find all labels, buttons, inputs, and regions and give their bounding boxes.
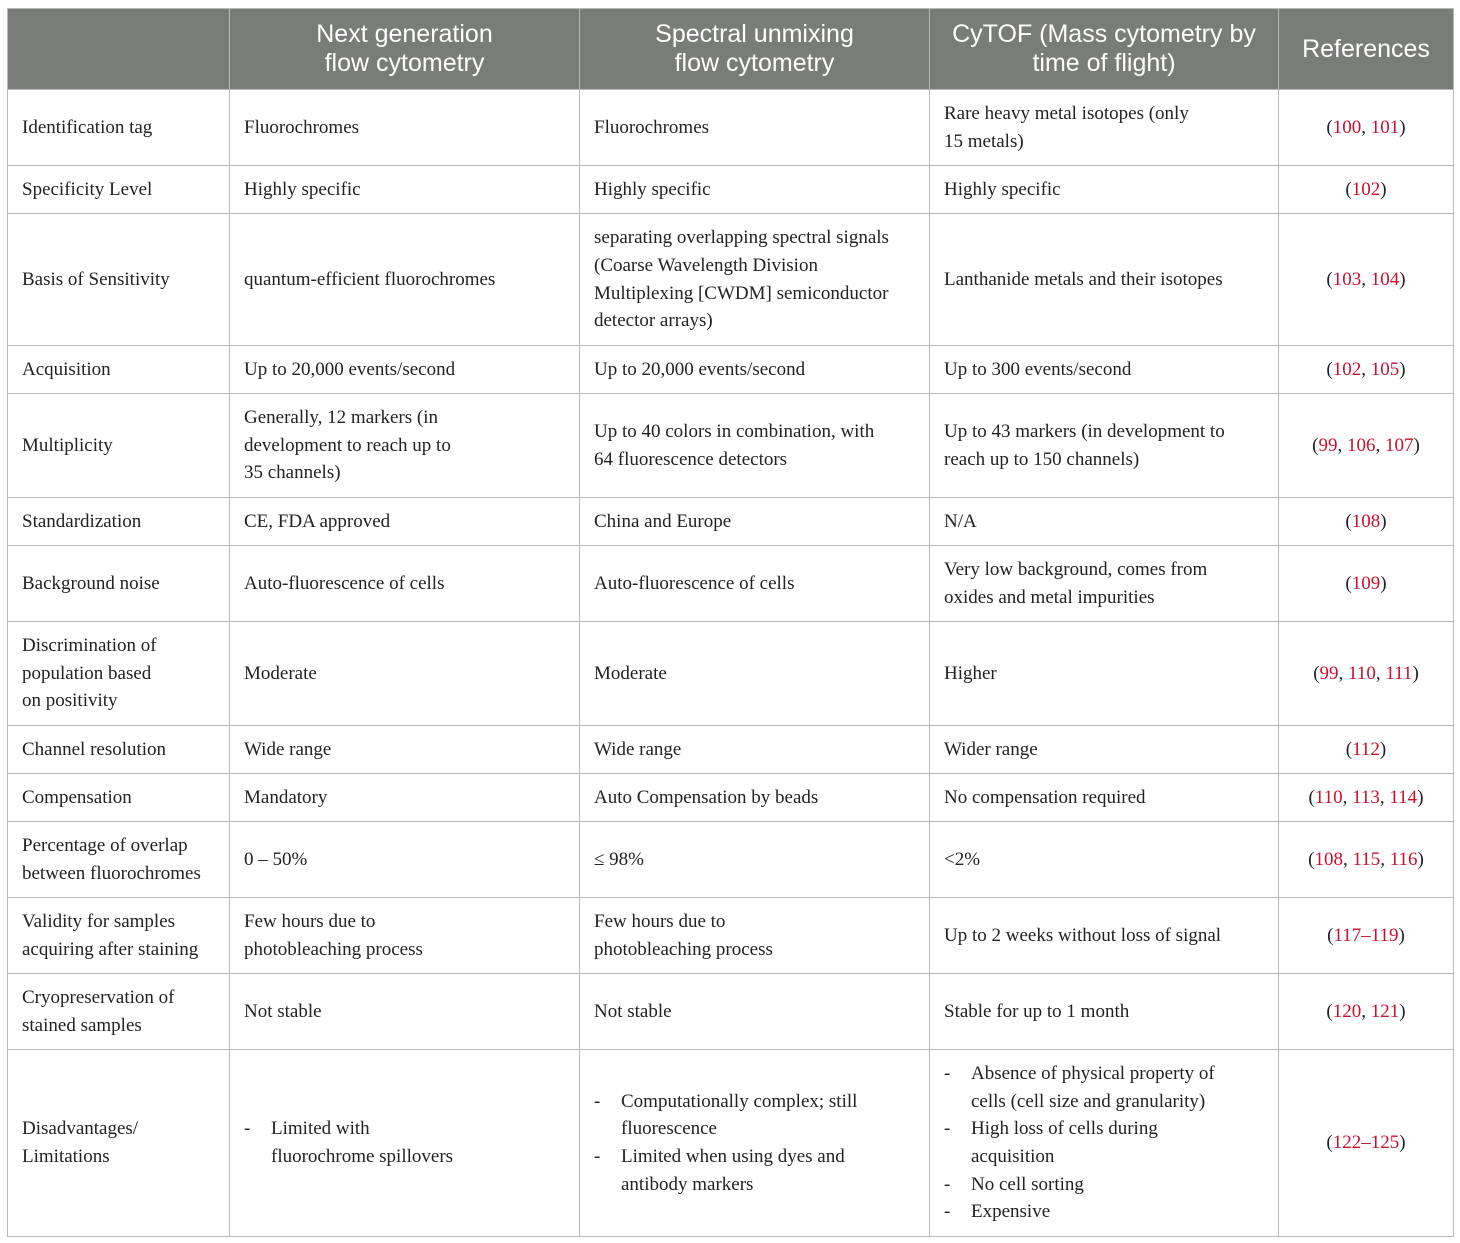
next-generation-cell: 0 – 50% (230, 822, 580, 898)
reference-link[interactable]: 101 (1370, 116, 1400, 138)
next-generation-cell: Highly specific (230, 166, 580, 214)
list-item: - Expensive (944, 1198, 1264, 1226)
cytof-cell: No compensation required (930, 774, 1279, 822)
spectral-unmixing-cell: separating overlapping spectral signals (Coarse Wavelength Division Multiplexing [CWDM] semiconductor detector arrays) (580, 214, 930, 346)
reference-link[interactable]: 99 (1319, 662, 1339, 684)
header-feature (8, 9, 230, 90)
references-cell: (108) (1279, 498, 1454, 546)
row-label: Basis of Sensitivity (8, 214, 230, 346)
next-generation-cell: Few hours due to photobleaching process (230, 898, 580, 974)
table-row (8, 546, 1454, 622)
references-cell: (102, 105) (1279, 346, 1454, 394)
cytof-cell: Up to 300 events/second (930, 346, 1279, 394)
reference-link[interactable]: 114 (1389, 786, 1418, 808)
references-cell: (99, 106, 107) (1279, 394, 1454, 498)
cytof-cell: Wider range (930, 726, 1279, 774)
header-cytof: CyTOF (Mass cytometry by time of flight) (930, 9, 1279, 90)
reference-link[interactable]: 116 (1389, 848, 1418, 870)
cytof-cell (930, 1050, 1279, 1237)
cytof-cell: Rare heavy metal isotopes (only 15 metals) (930, 90, 1279, 166)
next-generation-cell: Auto-fluorescence of cells (230, 546, 580, 622)
cytof-cell: <2% (930, 822, 1279, 898)
reference-link[interactable]: 104 (1370, 268, 1400, 290)
row-label: Channel resolution (8, 726, 230, 774)
references-cell: (122–125) (1279, 1050, 1454, 1237)
spectral-unmixing-cell: Auto-fluorescence of cells (580, 546, 930, 622)
spectral-unmixing-cell: Wide range (580, 726, 930, 774)
reference-link[interactable]: 108 (1351, 510, 1381, 532)
next-generation-cell: Wide range (230, 726, 580, 774)
table-row (8, 726, 1454, 774)
table-row (8, 346, 1454, 394)
reference-link[interactable]: 102 (1332, 358, 1362, 380)
reference-link[interactable]: 112 (1352, 738, 1380, 760)
reference-link[interactable]: 109 (1351, 572, 1381, 594)
spectral-unmixing-cell: Moderate (580, 622, 930, 726)
reference-link[interactable]: 120 (1332, 1000, 1362, 1022)
table-header (8, 9, 1454, 90)
list-item: - Computationally complex; still fluorescence (594, 1088, 915, 1143)
reference-link[interactable]: 99 (1318, 434, 1338, 456)
cytof-cell: Up to 43 markers (in development to reach up to 150 channels) (930, 394, 1279, 498)
spectral-unmixing-cell (580, 1050, 930, 1237)
reference-link[interactable]: 110 (1348, 662, 1376, 684)
row-label: Background noise (8, 546, 230, 622)
references-cell: (100, 101) (1279, 90, 1454, 166)
reference-link[interactable]: 106 (1347, 434, 1376, 456)
header-next-generation: Next generation flow cytometry (230, 9, 580, 90)
row-label: Percentage of overlap between fluorochromes (8, 822, 230, 898)
spectral-unmixing-cell: Fluorochromes (580, 90, 930, 166)
bullet-list (244, 1115, 565, 1170)
reference-link[interactable]: 102 (1351, 178, 1381, 200)
list-item: - High loss of cells during acquisition (944, 1115, 1264, 1170)
next-generation-cell: CE, FDA approved (230, 498, 580, 546)
header-spectral-unmixing: Spectral unmixing flow cytometry (580, 9, 930, 90)
references-cell: (112) (1279, 726, 1454, 774)
cytof-cell: Higher (930, 622, 1279, 726)
reference-link[interactable]: 113 (1352, 786, 1380, 808)
table-row (8, 898, 1454, 974)
references-cell: (110, 113, 114) (1279, 774, 1454, 822)
row-label: Discrimination of population based on positivity (8, 622, 230, 726)
next-generation-cell: quantum-efficient fluorochromes (230, 214, 580, 346)
table-row (8, 774, 1454, 822)
cytof-cell: Up to 2 weeks without loss of signal (930, 898, 1279, 974)
row-label: Cryopreservation of stained samples (8, 974, 230, 1050)
bullet-list (944, 1060, 1264, 1226)
row-label: Compensation (8, 774, 230, 822)
table-body (8, 90, 1454, 1237)
list-item: - Limited when using dyes and antibody markers (594, 1143, 915, 1198)
reference-link[interactable]: 117–119 (1333, 924, 1399, 946)
table-row (8, 394, 1454, 498)
next-generation-cell: Up to 20,000 events/second (230, 346, 580, 394)
references-cell: (120, 121) (1279, 974, 1454, 1050)
next-generation-cell: Mandatory (230, 774, 580, 822)
row-label: Identification tag (8, 90, 230, 166)
references-cell: (99, 110, 111) (1279, 622, 1454, 726)
spectral-unmixing-cell: Few hours due to photobleaching process (580, 898, 930, 974)
reference-link[interactable]: 108 (1314, 848, 1343, 870)
spectral-unmixing-cell: Auto Compensation by beads (580, 774, 930, 822)
references-cell: (103, 104) (1279, 214, 1454, 346)
row-label: Standardization (8, 498, 230, 546)
next-generation-cell: Moderate (230, 622, 580, 726)
table-row (8, 822, 1454, 898)
reference-link[interactable]: 105 (1370, 358, 1400, 380)
table-row (8, 622, 1454, 726)
reference-link[interactable]: 111 (1385, 662, 1413, 684)
bullet-list (594, 1088, 915, 1198)
list-item: - No cell sorting (944, 1171, 1264, 1199)
references-cell: (102) (1279, 166, 1454, 214)
table-row (8, 974, 1454, 1050)
cytometry-comparison-table (7, 8, 1454, 1237)
reference-link[interactable]: 107 (1385, 434, 1414, 456)
spectral-unmixing-cell: Up to 40 colors in combination, with 64 fluorescence detectors (580, 394, 930, 498)
spectral-unmixing-cell: China and Europe (580, 498, 930, 546)
header-row (8, 9, 1454, 90)
table-row (8, 90, 1454, 166)
next-generation-cell: Fluorochromes (230, 90, 580, 166)
row-label: Specificity Level (8, 166, 230, 214)
next-generation-cell: Not stable (230, 974, 580, 1050)
reference-link[interactable]: 110 (1314, 786, 1343, 808)
spectral-unmixing-cell: Not stable (580, 974, 930, 1050)
references-cell: (109) (1279, 546, 1454, 622)
table-row-limitations (8, 1050, 1454, 1237)
reference-link[interactable]: 103 (1332, 268, 1362, 290)
reference-link[interactable]: 100 (1332, 116, 1362, 138)
spectral-unmixing-cell: Highly specific (580, 166, 930, 214)
table-row (8, 214, 1454, 346)
cytof-cell: N/A (930, 498, 1279, 546)
spectral-unmixing-cell: ≤ 98% (580, 822, 930, 898)
cytof-cell: Highly specific (930, 166, 1279, 214)
header-references: References (1279, 9, 1454, 90)
references-cell: (117–119) (1279, 898, 1454, 974)
row-label: Acquisition (8, 346, 230, 394)
reference-link[interactable]: 115 (1352, 848, 1381, 870)
reference-link[interactable]: 121 (1370, 1000, 1400, 1022)
cytof-cell: Stable for up to 1 month (930, 974, 1279, 1050)
comparison-table-container (7, 8, 1453, 1237)
row-label: Validity for samples acquiring after staining (8, 898, 230, 974)
list-item: - Limited with fluorochrome spillovers (244, 1115, 565, 1170)
list-item: - Absence of physical property of cells (cell size and granularity) (944, 1060, 1264, 1115)
next-generation-cell: Generally, 12 markers (in development to reach up to 35 channels) (230, 394, 580, 498)
table-row (8, 166, 1454, 214)
next-generation-cell (230, 1050, 580, 1237)
row-label: Multiplicity (8, 394, 230, 498)
row-label: Disadvantages/ Limitations (8, 1050, 230, 1237)
cytof-cell: Lanthanide metals and their isotopes (930, 214, 1279, 346)
table-row (8, 498, 1454, 546)
spectral-unmixing-cell: Up to 20,000 events/second (580, 346, 930, 394)
reference-link[interactable]: 122–125 (1332, 1132, 1400, 1154)
references-cell: (108, 115, 116) (1279, 822, 1454, 898)
cytof-cell: Very low background, comes from oxides and metal impurities (930, 546, 1279, 622)
